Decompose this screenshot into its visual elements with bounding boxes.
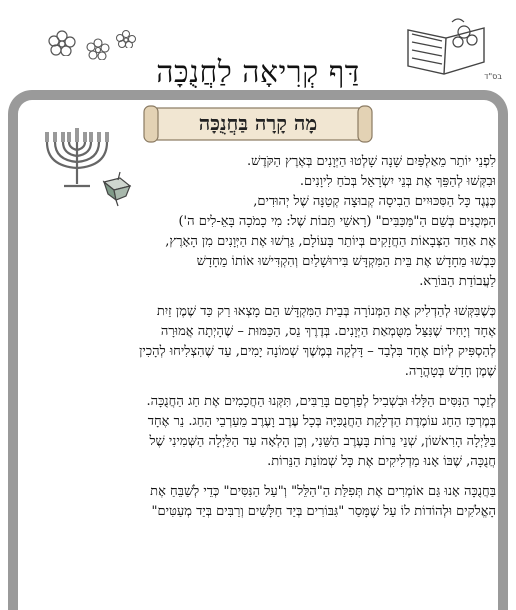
article-body — [26, 152, 496, 522]
text-line: לַעֲבוֹדַת הַבּוֹרֵא. — [419, 274, 496, 289]
text-line: לְהַסְפִּיק לְיוֹם אֶחָד בִּלְבַד – דָּלְקָה בְּמֶשֶׁךְ שְׁמוֹנָה יָמִים, עַד שֶׁהִצְלִיחוּ לְהָכִין — [139, 344, 496, 359]
paragraph — [26, 392, 496, 472]
paragraph — [26, 482, 496, 522]
paragraph — [26, 152, 496, 292]
paragraph — [26, 302, 496, 382]
subtitle-scroll — [140, 104, 376, 144]
text-line: כְּשֶׁבִּקְּשׁוּ לְהַדְלִיק אֶת הַמְּנוֹרָה בְּבֵית הַמִּקְדָּשׁ הֵם מָצְאוּ רַק כַּד שֶׁמֶן זַיִת — [156, 304, 496, 319]
corner-label: בס"ד — [484, 72, 502, 81]
text-line: אֶת אַחַד הַצְּבָאוֹת הַחֲזָקִים בְּיוֹתֵר בָּעוֹלָם, גֵּרְשׁוּ אֶת הַיְּוָנִים מִן הָאָרֶץ, — [165, 234, 496, 249]
text-line: בַּלַּיְלָה הָרִאשׁוֹן, שְׁנֵי נֵרוֹת בָּעֶרֶב הַשֵּׁנִי, וְכֵן הָלְאָה עַד הַלַּיְלָה הַשְּׁמִינִי שֶׁל — [149, 434, 496, 449]
text-line: שֶׁמֶן חָדָשׁ בְּטָהֳרָה. — [404, 364, 496, 379]
text-line: בַּחֲנֻכָּה אָנוּ גַּם אוֹמְרִים אֶת תְּפִלַּת הַ"הַלֵּל" וְ"עַל הַנִּסִּים" כְּדֵי לְשַׁבֵּחַ אֶת — [150, 484, 496, 499]
text-line: בְּמֶרְכַּז הַחַג עוֹמֶדֶת הַדְלָקַת הַחֲנֻכִּיָּה בְּכָל עֶרֶב וָעֶרֶב מֵעַרְבֵי הַחַג. נֵר אֶחָד — [147, 414, 496, 429]
text-line: אֶחָד וְיָחִיד שֶׁנִּצַּל מִטֻּמְאַת הַיְּוָנִים. בְּדֶרֶךְ נֵס, הַכַּמּוּת – שֶׁהָיְתָה אֲמוּרָה — [160, 324, 496, 339]
text-line: לִפְנֵי יוֹתֵר מֵאַלְפַּיִם שָׁנָה שָׁלְטוּ הַיְּוָנִים בְּאֶרֶץ הַקֹּדֶשׁ. — [246, 154, 496, 169]
text-line: הָאֱלֹקִים וּלְהוֹדוֹת לוֹ עַל שֶׁמָּסַר "גִּבּוֹרִים בְּיַד חַלָּשִׁים וְרַבִּים בְּיַד מְעַטִּים" — [151, 504, 496, 519]
text-line: הַמְּכֻנִּים בְּשֵׁם הַ"מַּכַּבִּים" (רָאשֵׁי תֵּבוֹת שֶׁל: מִי כָמֹכָה בָּאֵ-לִים ה') — [178, 214, 496, 229]
subtitle: מָה קָרָה בַּחֲנֻכָּה — [198, 111, 318, 135]
page-title: דַּף קְרִיאָה לַחֲנֻכָּה — [156, 55, 360, 90]
text-line: חֲנֻכָּה, שֶׁבּוֹ אָנוּ מַדְלִיקִים אֶת כָּל שְׁמוֹנַת הַנֵּרוֹת. — [267, 454, 496, 469]
text-line: כְּנֶגֶד כָּל הַסִּכּוּיִים הֵבִיסָה קְבוּצָה קְטַנָּה שֶׁל יְהוּדִים, — [253, 194, 496, 209]
flower-doodle-icon — [48, 30, 76, 56]
text-line: וּבִקְּשׁוּ לְהַפֵּךְ אֶת בְּנֵי יִשְׂרָאֵל בְּכֹחַ לִיוָנִים. — [299, 174, 496, 189]
text-line: לְזֵכֶר הַנִּסִּים הַלָּלוּ וּבִשְׁבִיל לְפַרְסֵם בָּרַבִּים, תִּקְּנוּ הַחֲכָמִים אֶת חַג הַחֲנֻכָּה. — [146, 394, 496, 409]
flower-doodle-icon — [116, 30, 136, 48]
text-line: כָּבְשׁוּ מֵחָדָשׁ אֶת בֵּית הַמִּקְדָּשׁ בִּירוּשָׁלַיִם וְהִקְדִּישׁוּ אוֹתוֹ מֵחָדָשׁ — [196, 254, 496, 269]
